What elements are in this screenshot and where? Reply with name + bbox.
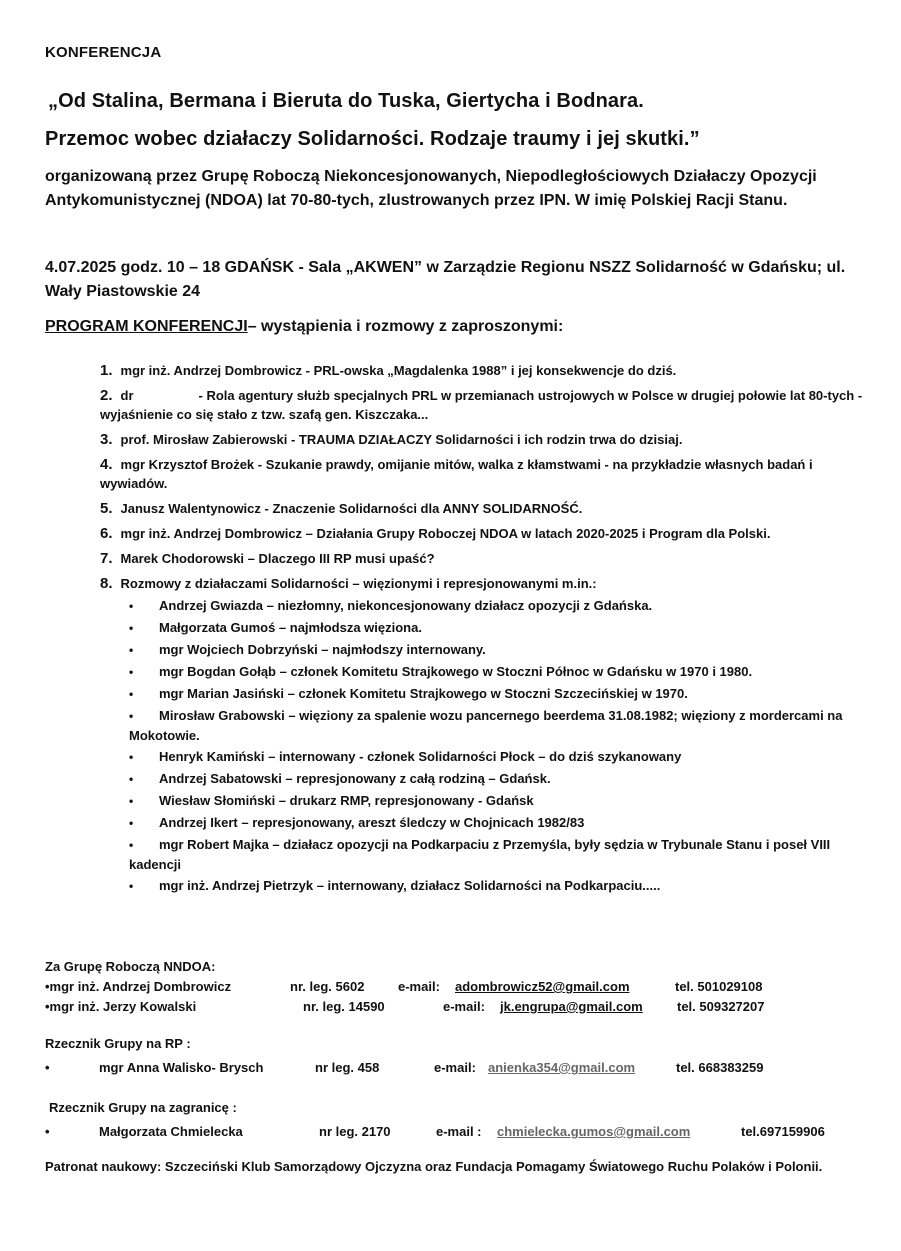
- date-place-paragraph: 4.07.2025 godz. 10 – 18 GDAŃSK - Sala „AKWEN” w Zarządzie Regionu NSZZ Solidarność w Gdańsku; ul. Wały Piastowskie 24: [45, 259, 846, 300]
- guest-item: [129, 640, 870, 660]
- rp-heading: Rzecznik Grupy na RP :: [45, 1036, 191, 1051]
- bullet-icon: •: [129, 709, 134, 723]
- program-item-text: mgr inż. Andrzej Dombrowicz – Działania Grupy Roboczej NDOA w latach 2020-2025 i Program dla Polski.: [120, 526, 771, 541]
- abroad-spokesperson: [45, 1098, 875, 1142]
- program-item-number: 4.: [100, 456, 113, 473]
- guest-text: Andrzej Sabatowski – represjonowany z całą rodziną – Gdańsk.: [159, 771, 551, 786]
- bullet-icon: •: [45, 1060, 50, 1075]
- member-name: •mgr inż. Jerzy Kowalski: [45, 999, 197, 1014]
- rp-spokesperson: [45, 1034, 875, 1078]
- guest-item: [129, 876, 870, 896]
- program-item-number: 2.: [100, 387, 113, 404]
- bullet-icon: •: [129, 599, 134, 613]
- bullet-icon: •: [129, 772, 134, 786]
- program-item-text: Marek Chodorowski – Dlaczego III RP musi upaść?: [120, 551, 435, 566]
- guest-text: Wiesław Słomiński – drukarz RMP, represjonowany - Gdańsk: [159, 793, 534, 808]
- member-email-link[interactable]: jk.engrupa@gmail.com: [500, 999, 643, 1014]
- bullet-icon: •: [129, 838, 134, 852]
- guest-item: [129, 618, 870, 638]
- guest-item: [129, 791, 870, 811]
- guest-text: Mirosław Grabowski – więziony za spalenie wozu pancernego beerdema 31.08.1982; więziony z mordercami na Mokotowie.: [129, 708, 843, 743]
- member-email-label: e-mail:: [443, 999, 485, 1014]
- program-heading: [45, 318, 563, 336]
- program-item-text: prof. Mirosław Zabierowski - TRAUMA DZIAŁACZY Solidarności i ich rodzin trwa do dzisiaj.: [120, 432, 683, 447]
- program-item: [100, 455, 870, 493]
- patronage-note: Patronat naukowy: Szczeciński Klub Samorządowy Ojczyzna oraz Fundacja Pomagamy Światowego Ruchu Polaków i Polonii.: [45, 1159, 823, 1174]
- abroad-email-label: e-mail :: [436, 1124, 482, 1139]
- program-item: [100, 361, 870, 380]
- guest-list: [129, 596, 870, 896]
- guest-text: Henryk Kamiński – internowany - członek Solidarności Płock – do dziś szykanowany: [159, 749, 682, 764]
- member-leg: nr. leg. 14590: [303, 999, 385, 1014]
- conference-title-line1: „Od Stalina, Bermana i Bieruta do Tuska, Giertycha i Bodnara.: [48, 90, 644, 112]
- member-email-label: e-mail:: [398, 979, 440, 994]
- rp-email-link[interactable]: anienka354@gmail.com: [488, 1060, 636, 1075]
- member-row: [45, 977, 875, 997]
- guest-item: [129, 769, 870, 789]
- rp-leg: nr leg. 458: [315, 1060, 380, 1075]
- bullet-icon: •: [45, 1124, 50, 1139]
- abroad-email-link[interactable]: chmielecka.gumos@gmail.com: [497, 1124, 691, 1139]
- program-item: [100, 430, 870, 449]
- bullet-icon: •: [129, 879, 134, 893]
- abroad-leg: nr leg. 2170: [319, 1124, 391, 1139]
- program-item: [100, 549, 870, 568]
- guest-text: mgr Robert Majka – działacz opozycji na Podkarpaciu z Przemyśla, były sędzia w Trybunale Stanu i poseł VIII kadencji: [129, 837, 831, 872]
- program-heading-rest: – wystąpienia i rozmowy z zaproszonymi:: [247, 318, 564, 335]
- program-item-text: mgr inż. Andrzej Dombrowicz - PRL-owska „Magdalenka 1988” i jej konsekwencje do dziś.: [120, 363, 677, 378]
- bullet-icon: •: [129, 794, 134, 808]
- rp-tel: tel. 668383259: [676, 1060, 764, 1075]
- program-list: [100, 361, 870, 902]
- guest-item: [129, 747, 870, 767]
- guest-item: [129, 662, 870, 682]
- organizer-paragraph: organizowaną przez Grupę Roboczą Niekoncesjonowanych, Niepodległościowych Działaczy Opozycji Antykomunistycznej (NDOA) lat 70-80-tych, zlustrowanych przez IPN. W imię Polskiej Racji Stanu.: [45, 168, 817, 209]
- program-item: [100, 499, 870, 518]
- program-item-number: 1.: [100, 362, 113, 379]
- guest-item: [129, 835, 870, 874]
- program-item: [100, 524, 870, 543]
- member-row: [45, 997, 875, 1017]
- member-leg: nr. leg. 5602: [290, 979, 365, 994]
- guest-text: Andrzej Ikert – represjonowany, areszt śledczy w Chojnicach 1982/83: [159, 815, 585, 830]
- guest-text: mgr Marian Jasiński – członek Komitetu Strajkowego w Stoczni Szczecińskiej w 1970.: [159, 686, 688, 701]
- group-contacts: [45, 957, 875, 1017]
- abroad-name: Małgorzata Chmielecka: [99, 1124, 243, 1139]
- program-item-number: 5.: [100, 500, 113, 517]
- member-email-link[interactable]: adombrowicz52@gmail.com: [455, 979, 630, 994]
- program-item-number: 8.: [100, 575, 113, 592]
- bullet-icon: •: [129, 687, 134, 701]
- guest-item: [129, 684, 870, 704]
- program-item-text: Rozmowy z działaczami Solidarności – więzionymi i represjonowanymi m.in.:: [120, 576, 597, 591]
- program-item-text: dr - Rola agentury służb specjalnych PRL w przemianach ustrojowych w Polsce w drugiej połowie lat 80-tych - wyjaśnienie co się stało z tzw. szafą gen. Kiszczaka...: [100, 388, 866, 422]
- guest-text: Andrzej Gwiazda – niezłomny, niekoncesjonowany działacz opozycji z Gdańska.: [159, 598, 653, 613]
- guest-text: Małgorzata Gumoś – najmłodsza więziona.: [159, 620, 422, 635]
- rp-name: mgr Anna Walisko- Brysch: [99, 1060, 264, 1075]
- group-heading: Za Grupę Roboczą NNDOA:: [45, 959, 216, 974]
- member-tel: tel. 501029108: [675, 979, 763, 994]
- bullet-icon: •: [129, 621, 134, 635]
- program-item-number: 7.: [100, 550, 113, 567]
- guest-item: [129, 596, 870, 616]
- member-name: •mgr inż. Andrzej Dombrowicz: [45, 979, 232, 994]
- program-item-number: 6.: [100, 525, 113, 542]
- bullet-icon: •: [129, 665, 134, 679]
- bullet-icon: •: [129, 643, 134, 657]
- guest-item: [129, 813, 870, 833]
- abroad-tel: tel.697159906: [741, 1124, 825, 1139]
- member-tel: tel. 509327207: [677, 999, 765, 1014]
- program-item: [100, 386, 870, 424]
- guest-text: mgr inż. Andrzej Pietrzyk – internowany, działacz Solidarności na Podkarpaciu.....: [159, 878, 661, 893]
- guest-text: mgr Wojciech Dobrzyński – najmłodszy internowany.: [159, 642, 486, 657]
- program-item: [100, 574, 870, 896]
- program-heading-title: PROGRAM KONFERENCJI: [45, 318, 248, 335]
- bullet-icon: •: [129, 816, 134, 830]
- abroad-row: [45, 1122, 875, 1142]
- program-item-number: 3.: [100, 431, 113, 448]
- rp-row: [45, 1058, 875, 1078]
- conference-title-line2: Przemoc wobec działaczy Solidarności. Rodzaje traumy i jej skutki.”: [45, 128, 700, 150]
- guest-text: mgr Bogdan Gołąb – członek Komitetu Strajkowego w Stoczni Północ w Gdańsku w 1970 i 1980.: [159, 664, 753, 679]
- bullet-icon: •: [129, 750, 134, 764]
- guest-item: [129, 706, 870, 745]
- program-item-text: mgr Krzysztof Brożek - Szukanie prawdy, omijanie mitów, walka z kłamstwami - na przykładzie własnych badań i wywiadów.: [100, 457, 813, 491]
- abroad-heading: Rzecznik Grupy na zagranicę :: [49, 1100, 237, 1115]
- conference-kicker: KONFERENCJA: [45, 44, 162, 61]
- program-item-text: Janusz Walentynowicz - Znaczenie Solidarności dla ANNY SOLIDARNOŚĆ.: [120, 501, 583, 516]
- rp-email-label: e-mail:: [434, 1060, 476, 1075]
